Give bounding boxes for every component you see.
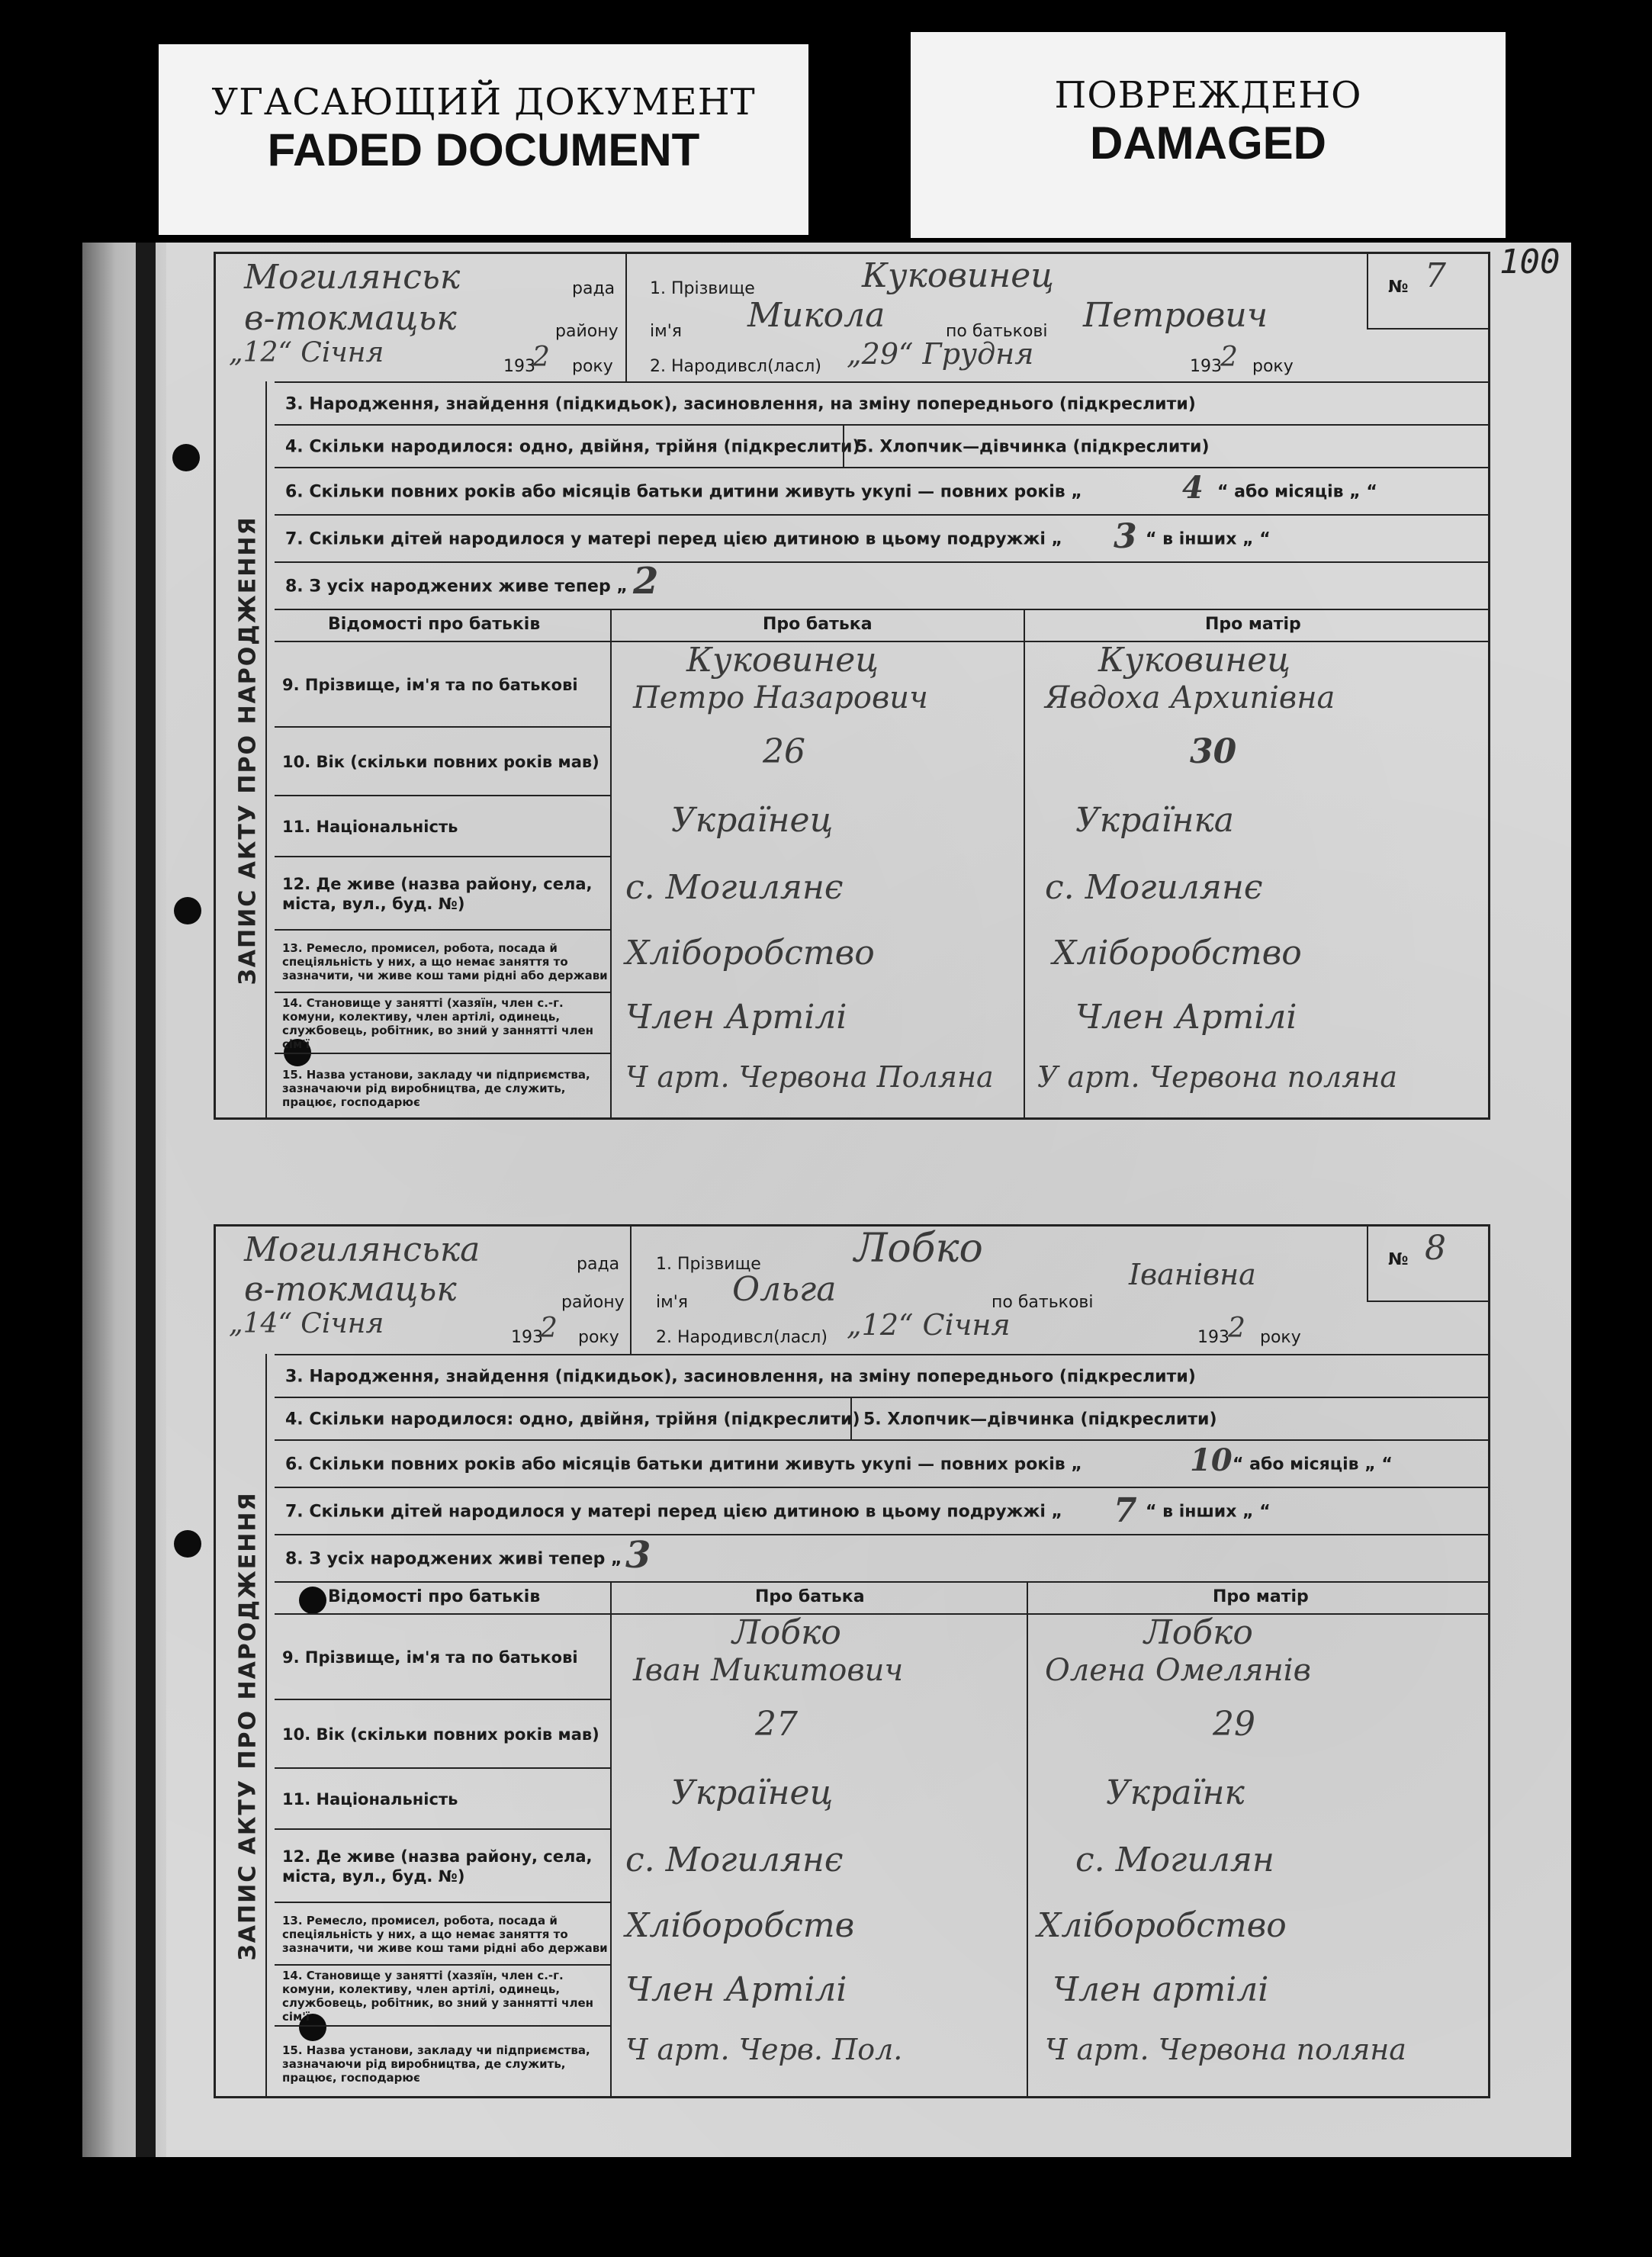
born-year-prefix: 193 bbox=[1197, 1328, 1229, 1347]
header-divider bbox=[630, 1224, 632, 1354]
father-status: Член Артілі bbox=[625, 998, 847, 1037]
col-mother-header: Про матір bbox=[1205, 615, 1301, 634]
mother-age: 29 bbox=[1213, 1705, 1255, 1744]
col-info-header: Відомості про батьків bbox=[328, 615, 541, 634]
number-label: № bbox=[1388, 1250, 1409, 1269]
father-nationality: Українец bbox=[671, 801, 834, 840]
damaged-label bbox=[911, 32, 1506, 238]
record-number-box bbox=[1367, 1224, 1490, 1302]
r13-label: 13. Ремесло, промисел, робота, посада й спеціяльність у них, а що немає заняття то зазначити, чи живе кош тами рідні або держави bbox=[282, 941, 608, 982]
q3-row bbox=[275, 381, 1490, 426]
father-age: 26 bbox=[763, 732, 805, 771]
r13-row bbox=[275, 929, 610, 993]
r10-label: 10. Вік (скільки повних років мав) bbox=[282, 752, 599, 771]
page-number: 100 bbox=[1499, 243, 1560, 281]
mother-column-line bbox=[1024, 610, 1025, 1120]
name-label: ім'я bbox=[650, 322, 682, 341]
name-label: ім'я bbox=[656, 1293, 688, 1312]
faded-label-en: FADED DOCUMENT bbox=[267, 124, 700, 175]
q6-value: 10 bbox=[1190, 1442, 1233, 1478]
r10-label: 10. Вік (скільки повних років мав) bbox=[282, 1725, 599, 1744]
q6-tail: “ або місяців „ “ bbox=[1233, 1455, 1393, 1474]
born-year-value: 2 bbox=[1220, 342, 1238, 373]
record-number-box bbox=[1367, 252, 1490, 330]
r14-label: 14. Становище у занятті (хазяїн, член с.-г. комуни, колективу, член артілі, одинець, службовець, робітник, во зний у заннятті член сім'ї bbox=[282, 1969, 593, 2024]
r15-label: 15. Назва установи, закладу чи підприємства, зазначаючи рід виробництва, де служить, працює, господарює bbox=[282, 1068, 590, 1109]
rada-value: Могилянськ bbox=[244, 258, 461, 297]
r12-label: 12. Де живе (назва району, села, міста, вул., буд. №) bbox=[282, 874, 593, 913]
r13-row bbox=[275, 1902, 610, 1966]
q4-text: 4. Скільки народилося: одно, двійня, трійня (підкреслити) bbox=[285, 1410, 860, 1429]
damaged-label-en: DAMAGED bbox=[1090, 117, 1326, 169]
father-surname: Лобко bbox=[732, 1613, 841, 1652]
year-prefix: 193 bbox=[503, 357, 535, 376]
rada-value: Могилянська bbox=[244, 1230, 480, 1269]
col-info-header: Відомості про батьків bbox=[328, 1587, 541, 1606]
mother-org: У арт. Червона поляна bbox=[1037, 1060, 1398, 1094]
r15-row bbox=[275, 2025, 610, 2101]
father-name: Іван Микитович bbox=[633, 1653, 904, 1688]
surname-value: Лобко bbox=[854, 1226, 983, 1272]
r10-row bbox=[275, 1699, 610, 1769]
faded-label-ru: УГАСАЮЩИЙ ДОКУМЕНТ bbox=[211, 81, 756, 124]
born-value: „12“ Січня bbox=[847, 1308, 1011, 1342]
father-name: Петро Назарович bbox=[633, 680, 928, 715]
r12-label: 12. Де живе (назва району, села, міста, вул., буд. №) bbox=[282, 1847, 593, 1886]
born-label: 2. Народивсл(ласл) bbox=[650, 357, 821, 376]
born-value: „29“ Грудня bbox=[847, 337, 1034, 371]
record-number: 8 bbox=[1425, 1229, 1446, 1268]
side-title bbox=[230, 381, 267, 1120]
col-mother-header: Про матір bbox=[1213, 1587, 1309, 1606]
father-age: 27 bbox=[755, 1705, 798, 1744]
q3-text: 3. Народження, знайдення (підкидьок), засиновлення, на зміну попереднього (підкреслити) bbox=[285, 394, 1196, 414]
mother-name: Олена Омелянів bbox=[1045, 1653, 1311, 1688]
q6-value: 4 bbox=[1182, 470, 1204, 506]
rada-label: рада bbox=[572, 279, 615, 298]
punch-hole bbox=[174, 897, 201, 924]
father-status: Член Артілі bbox=[625, 1970, 847, 2009]
q8-row bbox=[275, 561, 1490, 610]
r14-row bbox=[275, 1964, 610, 2027]
binding-strip bbox=[136, 243, 156, 2157]
q7-value: 3 bbox=[1114, 517, 1137, 556]
q5-text: 5. Хлопчик—дівчинка (підкреслити) bbox=[863, 1410, 1217, 1429]
patronymic-label: по батькові bbox=[992, 1293, 1094, 1312]
q7-row bbox=[275, 514, 1490, 563]
mother-nationality: Українк bbox=[1106, 1773, 1245, 1812]
born-year-value: 2 bbox=[1228, 1313, 1245, 1344]
mother-place: с. Могилян bbox=[1075, 1841, 1274, 1879]
father-work: Хліборобство bbox=[625, 934, 875, 973]
raion-value: в-токмацьк bbox=[244, 299, 457, 338]
surname-label: 1. Прізвище bbox=[656, 1255, 761, 1274]
side-title bbox=[230, 1354, 267, 2098]
q3-row bbox=[275, 1354, 1490, 1398]
punch-hole bbox=[172, 444, 200, 471]
r9-label: 9. Прізвище, ім'я та по батькові bbox=[282, 1648, 578, 1667]
faded-document-label bbox=[159, 44, 808, 235]
q6-row bbox=[275, 467, 1490, 516]
q5-text: 5. Хлопчик—дівчинка (підкреслити) bbox=[856, 437, 1210, 457]
q4-row bbox=[275, 424, 1490, 468]
mother-age: 30 bbox=[1190, 732, 1237, 771]
name-value: Ольга bbox=[732, 1270, 837, 1309]
raion-value: в-токмацьк bbox=[244, 1270, 457, 1309]
r11-label: 11. Національність bbox=[282, 1789, 458, 1808]
q7-tail: “ в інших „ “ bbox=[1146, 1502, 1271, 1522]
year-label: року bbox=[572, 357, 613, 376]
born-year-label: року bbox=[1260, 1328, 1301, 1347]
punch-hole bbox=[174, 1530, 201, 1558]
rada-label: рада bbox=[577, 1255, 620, 1274]
mother-place: с. Могилянє bbox=[1045, 868, 1263, 907]
year-value: 2 bbox=[540, 1313, 558, 1344]
q7-text: 7. Скільки дітей народилося у матері перед цією дитиною в цьому подружжі „ bbox=[285, 1502, 1062, 1522]
q7-row bbox=[275, 1487, 1490, 1535]
r9-label: 9. Прізвище, ім'я та по батькові bbox=[282, 675, 578, 694]
q4-q5-divider bbox=[843, 426, 844, 468]
q8-text: 8. З усіх народжених живі тепер „ bbox=[285, 1549, 622, 1569]
q8-value: 2 bbox=[633, 560, 659, 603]
r14-row bbox=[275, 992, 610, 1054]
r15-label: 15. Назва установи, закладу чи підприємства, зазначаючи рід виробництва, де служить, працює, господарює bbox=[282, 2043, 590, 2085]
father-work: Хліборобств bbox=[625, 1906, 855, 1945]
year-value: 2 bbox=[532, 342, 550, 373]
q7-text: 7. Скільки дітей народилося у матері перед цією дитиною в цьому подружжі „ bbox=[285, 529, 1062, 549]
q6-row bbox=[275, 1439, 1490, 1488]
r11-row bbox=[275, 1767, 610, 1830]
father-surname: Куковинец bbox=[686, 641, 879, 680]
q3-text: 3. Народження, знайдення (підкидьок), засиновлення, на зміну попереднього (підкреслити) bbox=[285, 1367, 1196, 1387]
raion-label: району bbox=[555, 322, 619, 341]
mother-status: Член артілі bbox=[1053, 1970, 1269, 2009]
surname-value: Куковинец bbox=[862, 256, 1055, 295]
father-place: с. Могилянє bbox=[625, 868, 844, 907]
q6-text: 6. Скільки повних років або місяців батьки дитини живуть укупі — повних років „ bbox=[285, 1455, 1082, 1474]
mother-name: Явдоха Архипівна bbox=[1045, 680, 1335, 715]
born-year-label: року bbox=[1252, 357, 1294, 376]
q6-tail: “ або місяців „ “ bbox=[1217, 482, 1377, 502]
mother-surname: Лобко bbox=[1144, 1613, 1253, 1652]
q6-text: 6. Скільки повних років або місяців батьки дитини живуть укупі — повних років „ bbox=[285, 482, 1082, 502]
birth-record-2 bbox=[214, 1224, 1490, 2098]
father-column-line bbox=[610, 1583, 612, 2098]
q7-tail: “ в інших „ “ bbox=[1146, 529, 1271, 549]
mother-work: Хліборобство bbox=[1053, 934, 1302, 973]
patronymic-value: Петрович bbox=[1083, 296, 1268, 335]
father-column-line bbox=[610, 610, 612, 1120]
date-value: „14“ Січня bbox=[229, 1308, 384, 1339]
r10-row bbox=[275, 726, 610, 796]
record-number: 7 bbox=[1425, 256, 1446, 295]
damaged-label-ru: ПОВРЕЖДЕНО bbox=[1054, 74, 1362, 117]
patronymic-label: по батькові bbox=[946, 322, 1048, 341]
born-year-prefix: 193 bbox=[1190, 357, 1222, 376]
col-father-header: Про батька bbox=[755, 1587, 865, 1606]
col-father-header: Про батька bbox=[763, 615, 873, 634]
born-label: 2. Народивсл(ласл) bbox=[656, 1328, 828, 1347]
mother-work: Хліборобство bbox=[1037, 1906, 1287, 1945]
q7-value: 7 bbox=[1114, 1491, 1137, 1530]
number-label: № bbox=[1388, 278, 1409, 297]
side-title-text: ЗАПИС АКТУ ПРО НАРОДЖЕННЯ bbox=[234, 1491, 262, 1961]
raion-label: району bbox=[561, 1293, 625, 1312]
header-divider bbox=[625, 252, 627, 381]
record-header bbox=[214, 252, 1490, 381]
patronymic-value: Іванівна bbox=[1129, 1258, 1256, 1291]
parents-table bbox=[275, 1581, 1490, 2098]
r13-label: 13. Ремесло, промисел, робота, посада й спеціяльність у них, а що немає заняття то зазначити, чи живе кош тами рідні або держави bbox=[282, 1914, 608, 1955]
mother-surname: Куковинец bbox=[1098, 641, 1291, 680]
parents-table bbox=[275, 609, 1490, 1120]
year-prefix: 193 bbox=[511, 1328, 543, 1347]
q8-text: 8. З усіх народжених живе тепер „ bbox=[285, 577, 628, 596]
surname-label: 1. Прізвище bbox=[650, 279, 755, 298]
father-place: с. Могилянє bbox=[625, 1841, 844, 1879]
q4-text: 4. Скільки народилося: одно, двійня, трійня (підкреслити) bbox=[285, 437, 860, 457]
record-header bbox=[214, 1224, 1490, 1354]
r12-row bbox=[275, 1828, 610, 1903]
father-org: Ч арт. Черв. Пол. bbox=[625, 2033, 903, 2066]
father-nationality: Українец bbox=[671, 1773, 834, 1812]
r14-label: 14. Становище у занятті (хазяїн, член с.-г. комуни, колективу, член артілі, одинець, службовець, робітник, во зний у заннятті член сім'ї bbox=[282, 996, 593, 1051]
father-org: Ч арт. Червона Поляна bbox=[625, 1060, 994, 1094]
birth-record-1 bbox=[214, 252, 1490, 1120]
name-value: Микола bbox=[747, 296, 885, 335]
r9-row bbox=[275, 641, 610, 728]
r11-row bbox=[275, 795, 610, 857]
q4-q5-divider bbox=[850, 1398, 852, 1441]
r11-label: 11. Національність bbox=[282, 817, 458, 836]
r9-row bbox=[275, 1613, 610, 1700]
side-title-text: ЗАПИС АКТУ ПРО НАРОДЖЕННЯ bbox=[234, 516, 262, 985]
r12-row bbox=[275, 856, 610, 931]
date-value: „12“ Січня bbox=[229, 337, 384, 368]
r15-row bbox=[275, 1053, 610, 1123]
mother-nationality: Українка bbox=[1075, 801, 1235, 840]
mother-status: Член Артілі bbox=[1075, 998, 1297, 1037]
mother-column-line bbox=[1027, 1583, 1028, 2098]
q4-row bbox=[275, 1397, 1490, 1441]
q8-row bbox=[275, 1534, 1490, 1583]
mother-org: Ч арт. Червона поляна bbox=[1045, 2033, 1406, 2066]
year-label: року bbox=[578, 1328, 619, 1347]
q8-value: 3 bbox=[625, 1534, 651, 1577]
